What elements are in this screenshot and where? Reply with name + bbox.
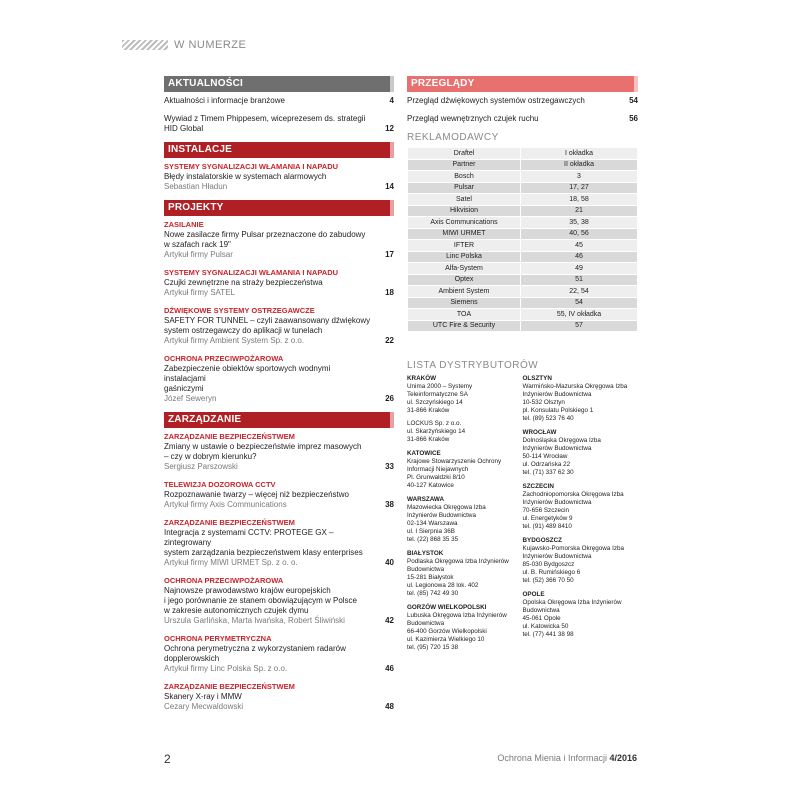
page-header [122,38,246,52]
distributor-line: Zachodniopomorska Okręgowa Izba [522,491,624,498]
distributor-line: Unima 2000 – Systemy [407,383,473,390]
distributor-line: ul. Energetyków 9 [522,515,573,522]
distributor-line: 15-281 Białystok [407,574,454,581]
distributor-city: WROCŁAW [522,429,557,436]
distributor-line: 40-127 Katowice [407,482,454,489]
distributor-city: OPOLE [522,591,545,598]
entry-category: OCHRONA PRZECIWPOŻAROWA [164,576,284,585]
advertiser-name: Partner [408,159,521,171]
toc-entry[interactable] [164,220,394,260]
advertiser-pages: 55, IV okładka [521,309,638,321]
entry-author: Artykuł firmy Ambient System Sp. z o.o. [164,336,305,345]
entry-page-number: 38 [385,500,394,509]
entry-author: Artykuł firmy SATEL [164,288,235,297]
distributor-line: Inżynierów Budownictwa [522,391,592,398]
distributor-line: 31-866 Kraków [407,407,450,414]
advertiser-pages: 21 [521,205,638,217]
distributor-entry [407,550,523,598]
advertiser-pages: 57 [521,320,638,332]
distributor-line: tel. (85) 742 49 30 [407,590,459,597]
advertiser-name: Draftel [408,148,521,160]
entry-title-line: Integracja z systemami CCTV: PROTEGE GX – zintegrowany [164,528,334,547]
entry-title-line: Aktualności i informacje branżowe [164,96,285,105]
toc-entry[interactable] [407,114,638,124]
distributor-line: Budownictwa [407,566,445,573]
advertiser-pages: 45 [521,240,638,252]
advertiser-pages: 35, 38 [521,217,638,229]
distributor-line: Krajowe Stowarzyszenie Ochrony [407,458,502,465]
distributor-entry [523,591,639,639]
advertiser-pages: I okładka [521,148,638,160]
entry-author: Urszula Garlińska, Marta Iwańska, Robert Śliwiński [164,616,345,625]
entry-title-line: gaśniczymi [164,384,204,393]
toc-entry[interactable] [164,96,394,106]
advertiser-row [408,297,638,309]
distributor-line: ul. I Sierpnia 36B [407,528,455,535]
advertiser-row [408,309,638,321]
distributor-line: Opolska Okręgowa Izba Inżynierów [522,599,622,606]
entry-title-line: w zakresie autonomicznych czujek dymu [164,606,309,615]
advertiser-row [408,286,638,298]
entry-category: ZARZĄDZANIE BEZPIECZEŃSTWEM [164,682,295,691]
toc-entry[interactable] [164,634,394,674]
distributor-entry [523,483,639,531]
distributor-line: Dolnośląska Okręgowa Izba [522,437,601,444]
advertiser-pages: 18, 58 [521,194,638,206]
distributor-entry [407,604,523,652]
entry-page-number: 4 [389,96,394,105]
distributor-city: KATOWICE [407,450,441,457]
toc-section [164,412,394,712]
advertiser-pages: 54 [521,297,638,309]
advertiser-name: UTC Fire & Security [408,320,521,332]
advertiser-row [408,171,638,183]
distributor-line: ul. B. Rumińskiego 6 [522,569,581,576]
advertisers-table [407,147,638,332]
distributor-line: tel. (71) 337 62 30 [522,469,574,476]
distributor-line: 45-061 Opole [522,615,561,622]
section-header: PRZEGLĄDY [407,76,638,92]
distributor-line: tel. (91) 489 8410 [522,523,572,530]
toc-entry[interactable] [164,162,394,192]
distributor-line: Inżynierów Budownictwa [407,512,476,519]
entry-author: Sergiusz Parszowski [164,462,238,471]
distributor-line: tel. (52) 366 70 50 [522,577,574,584]
entry-author: Cezary Mecwaldowski [164,702,244,711]
advertiser-row [408,148,638,160]
advertiser-row [408,182,638,194]
advertiser-row [408,205,638,217]
entry-title-line: Błędy instalatorskie w systemach alarmowych [164,172,327,181]
advertiser-name: IFTER [408,240,521,252]
section-header: PROJEKTY [164,200,394,216]
toc-entry[interactable] [164,480,394,510]
distributor-entry [523,429,639,477]
advertiser-name: MIWI URMET [408,228,521,240]
entry-page-number: 33 [385,462,394,471]
distributor-entry [523,537,639,585]
advertiser-pages: 17, 27 [521,182,638,194]
toc-entry[interactable] [164,268,394,298]
distributor-city: KRAKÓW [407,375,437,382]
entry-author: Artykuł firmy MIWI URMET Sp. z o. o. [164,558,298,567]
advertiser-name: Pulsar [408,182,521,194]
entry-title-line: Wywiad z Timem Phippesem, wiceprezesem ds. strategii [164,114,366,123]
toc-right-column [407,76,638,658]
advertiser-pages: II okładka [521,159,638,171]
entry-title-line: HID Global [164,124,204,133]
advertiser-pages: 40, 56 [521,228,638,240]
entry-page-number: 14 [385,182,394,191]
toc-entry[interactable] [164,306,394,346]
advertiser-pages: 22, 54 [521,286,638,298]
entry-title-line: – czy w dobrym kierunku? [164,452,257,461]
entry-author: Artykuł firmy Linc Polska Sp. z o.o. [164,664,288,673]
entry-page-number: 40 [385,558,394,567]
entry-page-number: 17 [385,250,394,259]
entry-category: SYSTEMY SYGNALIZACJI WŁAMANIA I NAPADU [164,162,339,171]
entry-title-line: Ochrona perymetryczna z wykorzystaniem radarów [164,644,346,653]
toc-entry[interactable] [164,114,394,134]
advertiser-row [408,320,638,332]
distributor-city: GORZÓW WIELKOPOLSKI [407,604,487,611]
advertiser-row [408,159,638,171]
distributor-line: Inżynierów Budownictwa [522,499,592,506]
distributor-line: Kujawsko-Pomorska Okręgowa Izba [522,545,624,552]
distributor-line: 10-532 Olsztyn [522,399,565,406]
entry-title-line: Zabezpieczenie obiektów sportowych wodnymi instalacjami [164,364,331,383]
entry-author: Józef Seweryn [164,394,217,403]
toc-entry[interactable] [164,518,394,568]
entry-title-line: Przegląd dźwiękowych systemów ostrzegawczych [407,96,585,105]
entry-category: OCHRONA PRZECIWPOŻAROWA [164,354,284,363]
entry-category: ZASILANIE [164,220,204,229]
distributor-city: OLSZTYN [522,375,552,382]
advertiser-row [408,240,638,252]
distributor-line: Podlaska Okręgowa Izba Inżynierów [407,558,509,565]
page-number: 2 [164,752,171,766]
entry-page-number: 22 [385,336,394,345]
magazine-footer [497,753,637,763]
magazine-name: Ochrona Mienia i Informacji [497,753,607,763]
distributor-line: ul. Legionowa 28 lok. 402 [407,582,479,589]
chevron-stripes-icon [122,40,168,50]
entry-category: TELEWIZJA DOZOROWA CCTV [164,480,276,489]
distributors-title: LISTA DYSTRYBUTORÓW [407,360,539,371]
distributor-line: 66-400 Gorzów Wielkopolski [407,628,487,635]
entry-page-number: 48 [385,702,394,711]
entry-category: ZARZĄDZANIE BEZPIECZEŃSTWEM [164,432,295,441]
advertisers-title: REKLAMODAWCY [407,132,499,143]
distributor-entry [407,375,523,444]
entry-author: Sebastian Hładun [164,182,228,191]
advertiser-pages: 46 [521,251,638,263]
advertiser-pages: 51 [521,274,638,286]
advertiser-row [408,194,638,206]
distributor-line: ul. Odrzańska 22 [522,461,571,468]
distributor-entry [523,375,639,423]
entry-title-line: system ostrzegawczy do aplikacji w tunelach [164,326,323,335]
distributor-city: BYDGOSZCZ [522,537,563,544]
advertiser-row [408,263,638,275]
advertiser-row [408,217,638,229]
distributor-line: tel. (95) 720 15 38 [407,644,459,651]
entry-category: ZARZĄDZANIE BEZPIECZEŃSTWEM [164,518,295,527]
distributor-line: tel. (22) 868 35 35 [407,536,459,543]
advertiser-name: Alfa-System [408,263,521,275]
distributor-line: Lubuska Okręgowa Izba Inżynierów [407,612,507,619]
distributor-line: Warmińsko-Mazurska Okręgowa Izba [522,383,628,390]
entry-author: Artykuł firmy Pulsar [164,250,233,259]
section-title: W NUMERZE [174,39,247,51]
entry-title-line: Skanery X-ray i MMW [164,692,242,701]
toc-section [164,76,394,134]
advertiser-row [408,251,638,263]
entry-page-number: 18 [385,288,394,297]
distributor-line: Budownictwa [407,620,445,627]
entry-author: Artykuł firmy Axis Communications [164,500,287,509]
distributor-line: Inżynierów Budownictwa [522,445,592,452]
distributor-line: Inżynierów Budownictwa [522,553,592,560]
distributor-line: 85-030 Bydgoszcz [522,561,575,568]
advertiser-name: Linc Polska [408,251,521,263]
distributor-city: SZCZECIN [522,483,554,490]
distributor-line: Pl. Grunwaldzki 8/10 [407,474,465,481]
issue-number: 4/2016 [609,753,637,763]
advertiser-name: TOA [408,309,521,321]
advertiser-pages: 49 [521,263,638,275]
distributor-line: tel. (77) 441 38 98 [522,631,574,638]
distributor-line: 31-866 Kraków [407,436,450,443]
entry-title-line: Nowe zasilacze firmy Pulsar przeznaczone do zabudowy [164,230,366,239]
toc-section [407,76,638,124]
distributor-line: Teleinformatyczne SA [407,391,468,398]
entry-page-number: 12 [385,124,394,133]
distributor-line: pl. Konsulatu Polskiego 1 [522,407,594,414]
distributor-line: 50-114 Wrocław [522,453,568,460]
section-header: AKTUALNOŚCI [164,76,394,92]
advertiser-name: Optex [408,274,521,286]
entry-page-number: 26 [385,394,394,403]
distributor-line: Budownictwa [522,607,560,614]
distributor-entry [407,450,523,490]
advertiser-row [408,228,638,240]
entry-title-line: Czujki zewnętrzne na straży bezpieczeństwa [164,278,323,287]
distributor-line: ul. Kazimierza Wielkiego 10 [407,636,485,643]
toc-section [164,142,394,192]
entry-title-line: Najnowsze prawodawstwo krajów europejskich [164,586,331,595]
entry-page-number: 46 [385,664,394,673]
section-header: ZARZĄDZANIE [164,412,394,428]
advertiser-name: Bosch [408,171,521,183]
distributor-line: ul. Katowicka 50 [522,623,569,630]
advertiser-pages: 3 [521,171,638,183]
distributor-line: ul. Skarżyńskiego 14 [407,428,466,435]
entry-category: SYSTEMY SYGNALIZACJI WŁAMANIA I NAPADU [164,268,339,277]
entry-title-line: dopplerowskich [164,654,220,663]
toc-entry[interactable] [164,576,394,626]
distributor-city: BIAŁYSTOK [407,550,444,557]
entry-page-number: 42 [385,616,394,625]
entry-title-line: system zarządzania bezpieczeństwem klasy enterprises [164,548,363,557]
distributor-city: WARSZAWA [407,496,445,503]
advertiser-name: Ambient System [408,286,521,298]
distributors-column [523,375,639,658]
toc-entry[interactable] [407,96,638,106]
entry-category: DŹWIĘKOWE SYSTEMY OSTRZEGAWCZE [164,306,315,315]
advertiser-name: Satel [408,194,521,206]
advertiser-name: Siemens [408,297,521,309]
distributor-line: Informacji Niejawnych [407,466,469,473]
advertiser-name: Axis Communications [408,217,521,229]
entry-page-number: 56 [629,114,638,123]
distributors-column [407,375,523,658]
entry-title-line: w szafach rack 19" [164,240,231,249]
entry-title-line: Przegląd wewnętrznych czujek ruchu [407,114,539,123]
toc-entry[interactable] [164,682,394,712]
entry-title-line: i jego porównanie ze stanem obowiązującym w Polsce [164,596,357,605]
toc-left-column [164,76,394,720]
entry-title-line: SAFETY FOR TUNNEL – czyli zaawansowany dźwiękowy [164,316,371,325]
distributor-entry [407,496,523,544]
advertiser-name: Hikvision [408,205,521,217]
toc-entry[interactable] [164,354,394,404]
entry-page-number: 54 [629,96,638,105]
toc-section [164,200,394,404]
distributor-line: tel. (89) 523 76 40 [522,415,574,422]
distributors-list [407,375,638,658]
entry-title-line: Rozpoznawanie twarzy – więcej niż bezpieczeństwo [164,490,349,499]
distributor-line: 02-134 Warszawa [407,520,458,527]
distributor-line: ul. Szczyńskiego 14 [407,399,463,406]
distributor-line: 70-656 Szczecin [522,507,570,514]
advertiser-row [408,274,638,286]
section-header: INSTALACJE [164,142,394,158]
entry-category: OCHRONA PERYMETRYCZNA [164,634,272,643]
distributor-line: LOCKUS Sp. z o.o. [407,420,462,427]
distributor-line: Mazowiecka Okręgowa Izba [407,504,486,511]
toc-entry[interactable] [164,432,394,472]
entry-title-line: Zmiany w ustawie o bezpieczeństwie imprez masowych [164,442,362,451]
